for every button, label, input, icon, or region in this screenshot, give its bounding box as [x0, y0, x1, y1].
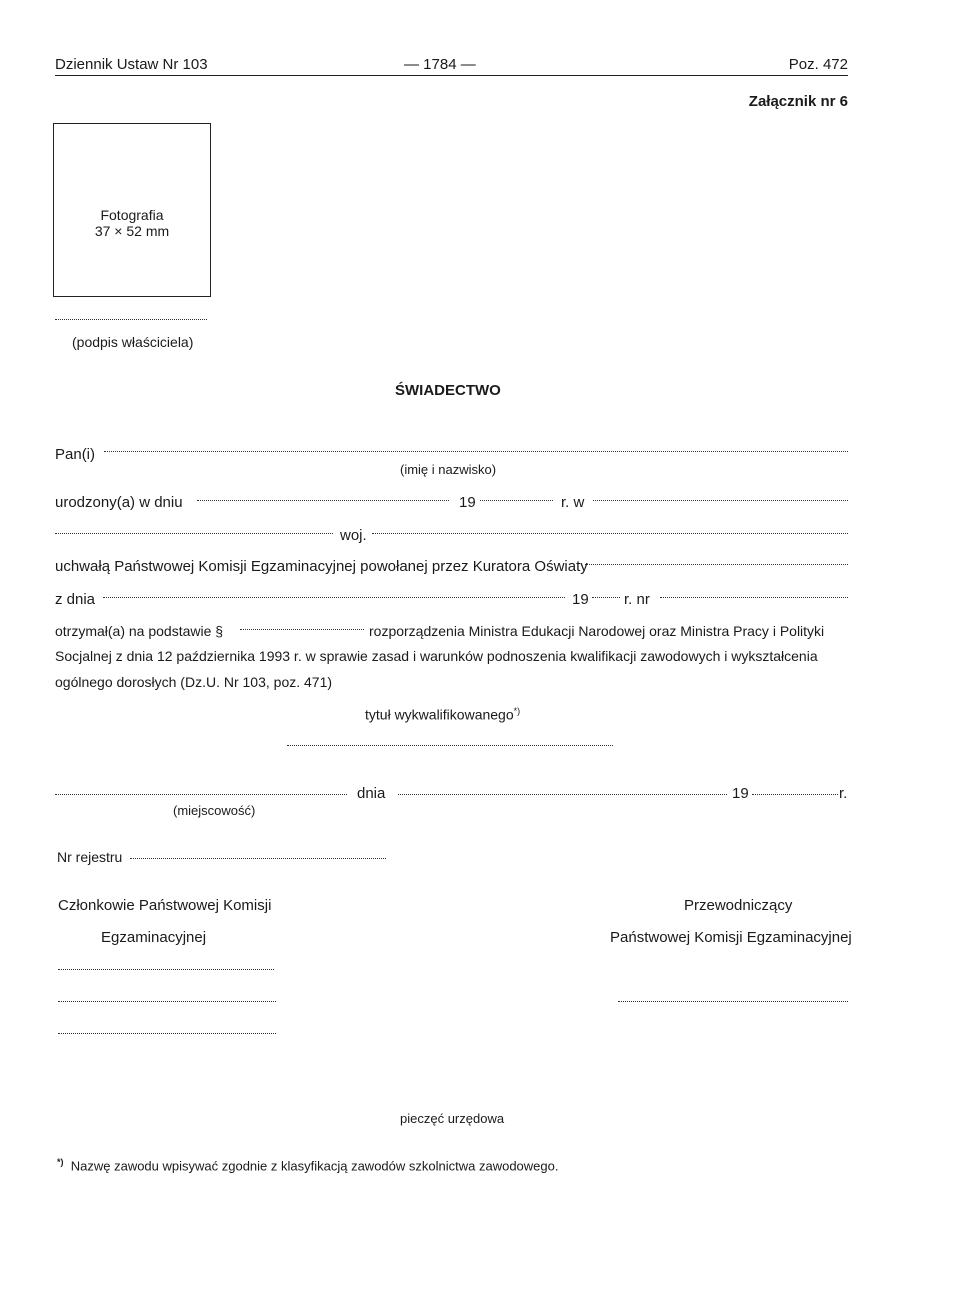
body-line-3: ogólnego dorosłych (Dz.U. Nr 103, poz. 471)	[55, 674, 333, 690]
resolution-year-prefix: 19	[572, 591, 589, 608]
chair-line-1: Przewodniczący	[684, 897, 793, 914]
footnote-marker: *)	[57, 1157, 64, 1167]
paragraph-number-field[interactable]	[240, 628, 364, 630]
birth-place-field[interactable]	[593, 499, 848, 501]
chair-line-2: Państwowej Komisji Egzaminacyjnej	[610, 929, 852, 946]
owner-signature-caption: (podpis właściciela)	[72, 334, 194, 350]
birth-year-field[interactable]	[480, 499, 553, 501]
body-line-2: Socjalnej z dnia 12 października 1993 r. w sprawie zasad i warunków podnoszenia kwalifikacji zawodowych i wykształcenia	[55, 648, 818, 664]
journal-title: Dziennik Ustaw Nr 103	[55, 56, 208, 73]
birth-place-continued-field[interactable]	[55, 532, 333, 534]
birth-year-prefix: 19	[459, 494, 476, 511]
footnote-text: Nazwę zawodu wpisywać zgodnie z klasyfikacją zawodów szkolnictwa zawodowego.	[70, 1158, 559, 1174]
member-signature-line-1[interactable]	[58, 968, 274, 970]
issue-date-field[interactable]	[398, 793, 727, 795]
birth-date-field[interactable]	[197, 499, 449, 501]
page-number: — 1784 —	[404, 56, 476, 73]
qualification-footnote-marker: *)	[513, 706, 521, 716]
place-field[interactable]	[55, 793, 347, 795]
received-label: otrzymał(a) na podstawie §	[55, 623, 224, 639]
chair-signature-line[interactable]	[618, 1000, 848, 1002]
pan-label: Pan(i)	[55, 446, 96, 463]
qualification-label	[365, 706, 520, 723]
photo-size: 37 × 52 mm	[94, 223, 170, 239]
place-caption: (miejscowość)	[173, 803, 256, 818]
members-line-2: Egzaminacyjnej	[101, 929, 207, 946]
register-number-field[interactable]	[130, 857, 386, 859]
members-line-1: Członkowie Państwowej Komisji	[58, 897, 272, 914]
number-label: r. nr	[624, 591, 650, 608]
name-field[interactable]	[104, 450, 848, 452]
header-rule	[55, 75, 848, 76]
resolution-number-field[interactable]	[660, 596, 848, 598]
position-number: Poz. 472	[788, 56, 848, 73]
born-label: urodzony(a) w dniu	[55, 494, 183, 511]
resolution-year-field[interactable]	[592, 596, 620, 598]
resolution-label: uchwałą Państwowej Komisji Egzaminacyjnej powołanej przez Kuratora Oświaty	[55, 558, 588, 575]
qualification-text: tytuł wykwalifikowanego	[365, 706, 514, 723]
name-caption: (imię i nazwisko)	[400, 462, 497, 477]
voivodeship-label: woj.	[340, 527, 367, 544]
member-signature-line-3[interactable]	[58, 1032, 276, 1034]
birth-place-prefix: r. w	[561, 494, 585, 511]
issue-year-suffix: r.	[839, 785, 848, 802]
member-signature-line-2[interactable]	[58, 1000, 276, 1002]
document-title: ŚWIADECTWO	[395, 382, 501, 399]
photo-label: Fotografia	[100, 207, 164, 223]
annex-label: Załącznik nr 6	[748, 93, 848, 110]
voivodeship-field[interactable]	[372, 532, 848, 534]
resolution-field[interactable]	[585, 563, 848, 565]
seal-label: pieczęć urzędowa	[400, 1111, 505, 1126]
date-label: z dnia	[55, 591, 96, 608]
resolution-date-field[interactable]	[103, 596, 565, 598]
owner-signature-line[interactable]	[55, 318, 207, 320]
photo-placeholder	[53, 123, 211, 297]
received-rest: rozporządzenia Ministra Edukacji Narodowej oraz Ministra Pracy i Polityki	[369, 623, 825, 639]
issue-year-field[interactable]	[752, 793, 838, 795]
issue-day-label: dnia	[357, 785, 386, 802]
issue-year-prefix: 19	[732, 785, 749, 802]
qualification-field[interactable]	[287, 744, 613, 746]
footnote	[57, 1157, 558, 1173]
register-label: Nr rejestru	[57, 849, 123, 865]
